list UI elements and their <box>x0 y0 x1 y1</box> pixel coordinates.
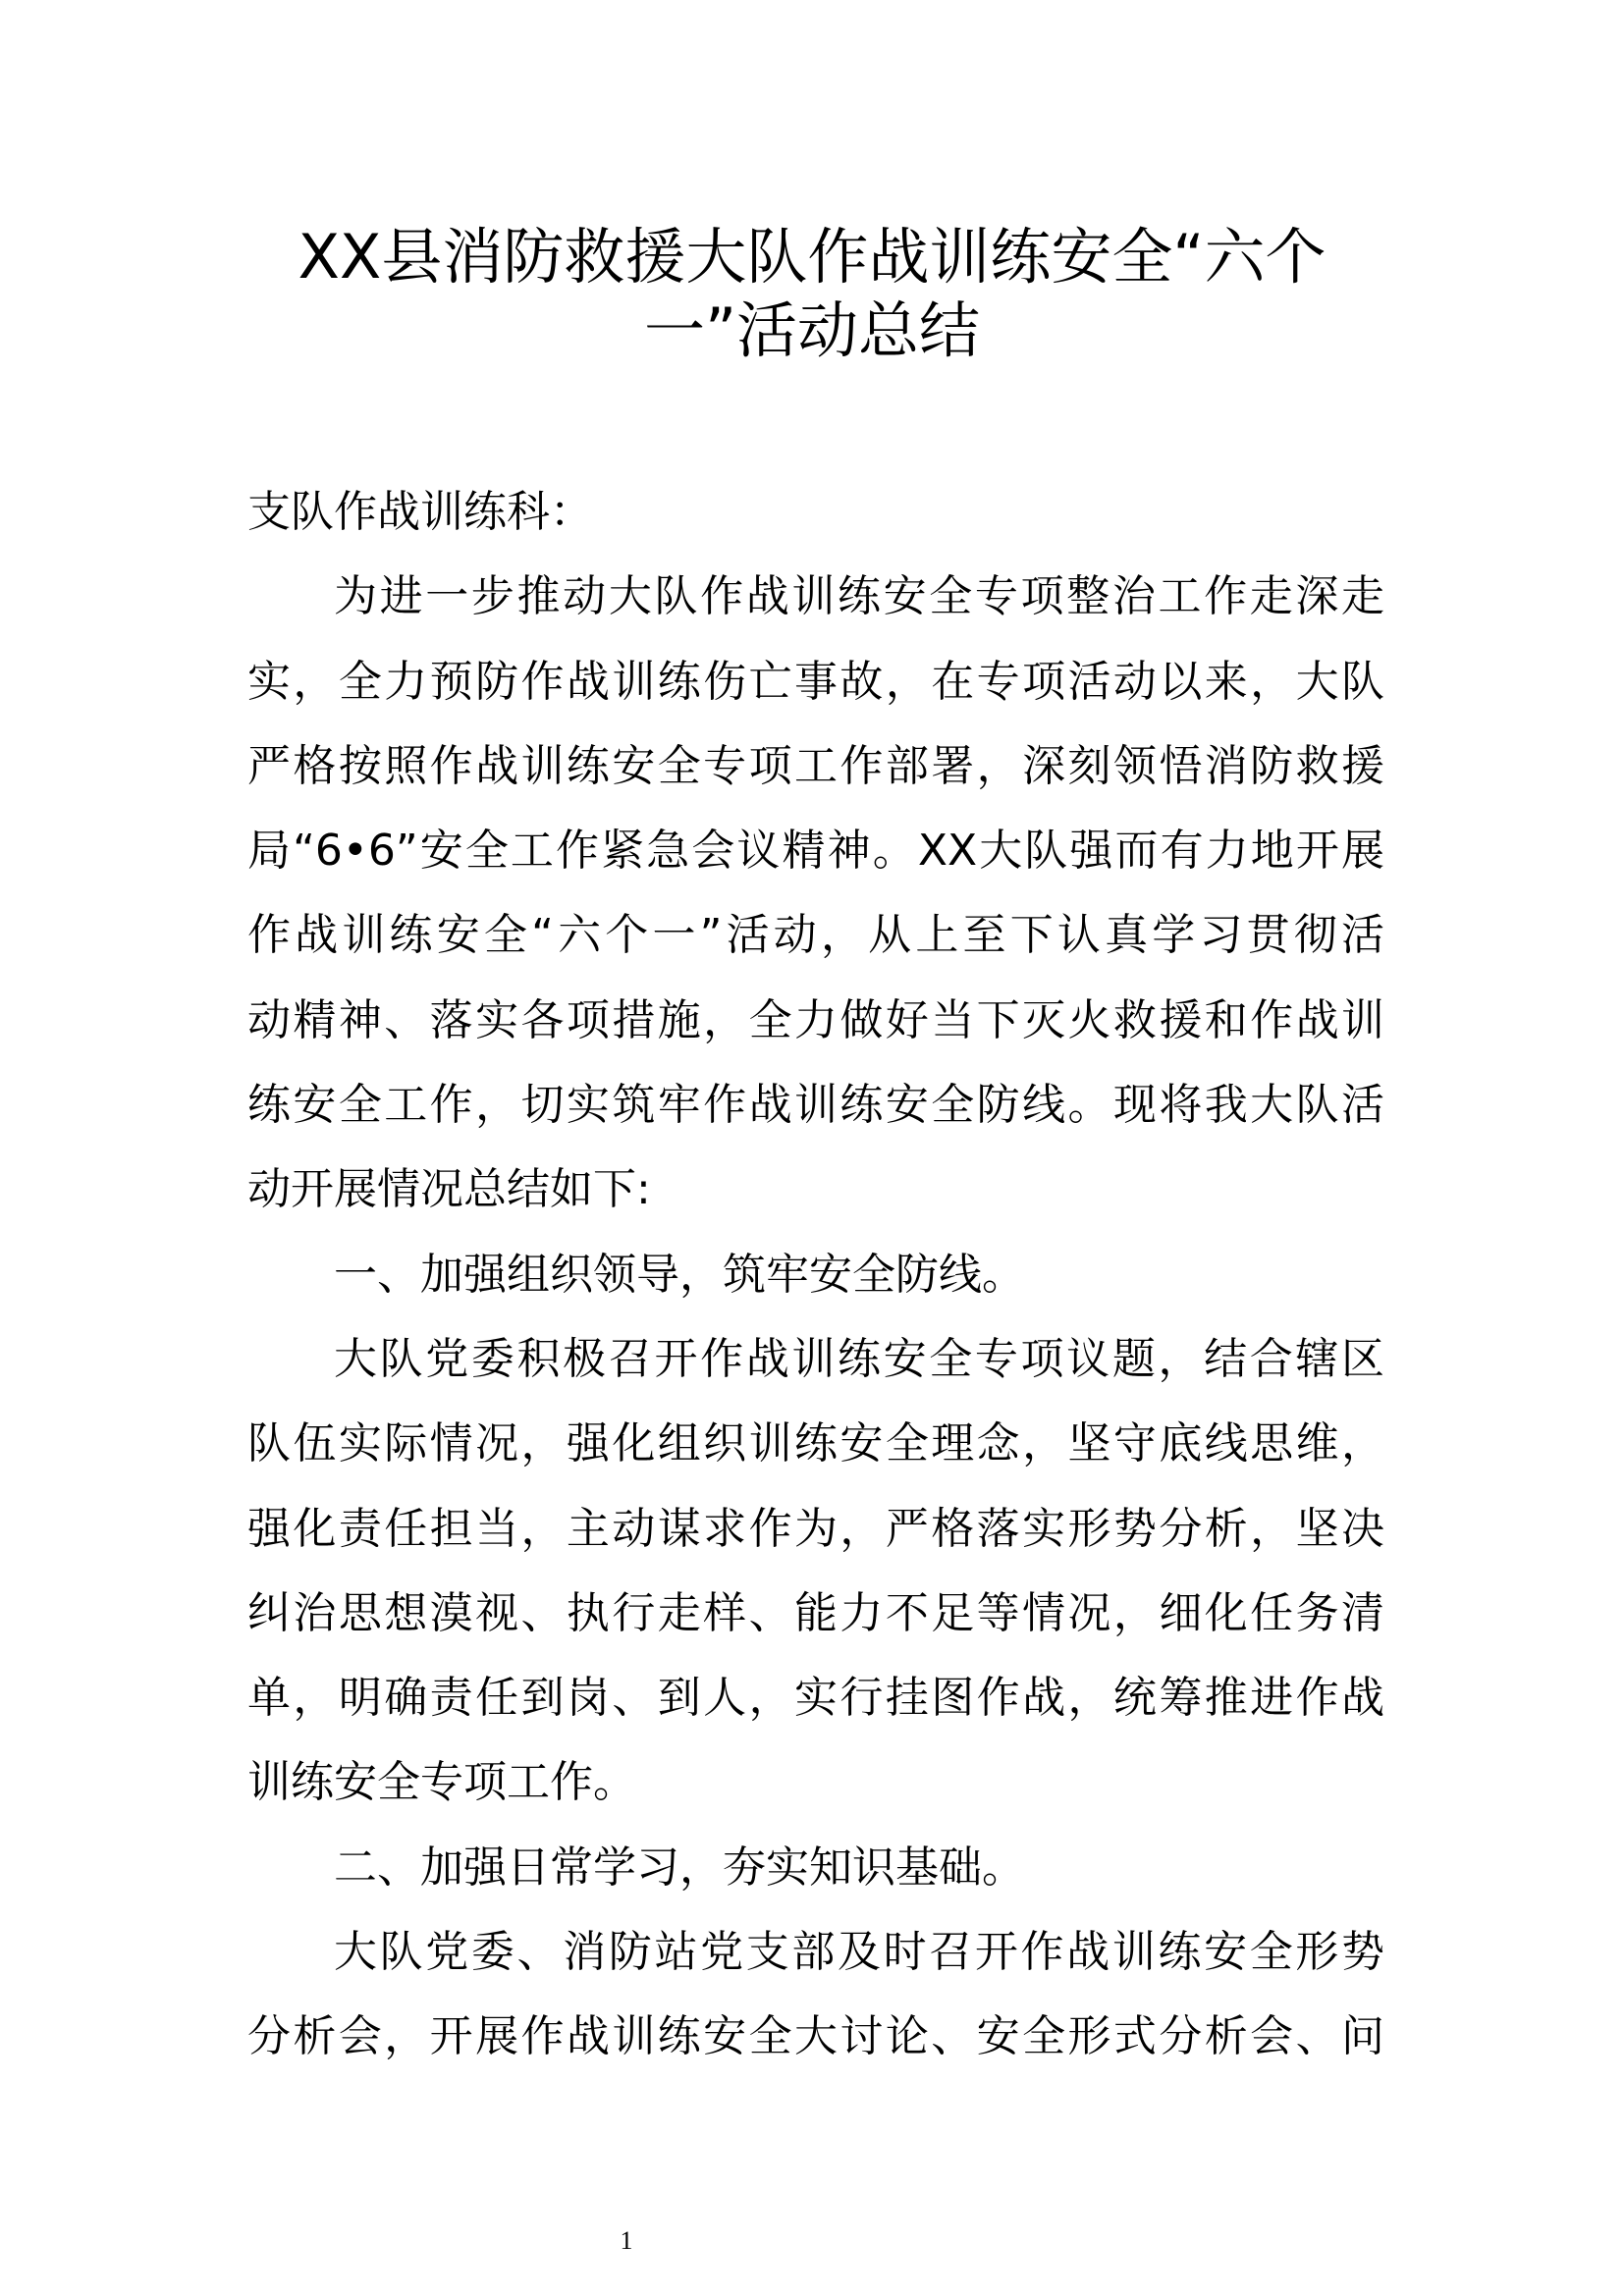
document-title-line-1: XX县消防救援大队作战训练安全“六个 <box>298 221 1326 293</box>
body-line: 为进一步推动大队作战训练安全专项整治工作走深走 <box>334 571 1384 622</box>
section-heading-2: 二、加强日常学习，夯实知识基础。 <box>334 1842 1025 1893</box>
body-line: 实，全力预防作战训练伤亡事故，在专项活动以来，大队 <box>247 656 1384 707</box>
document-body <box>247 470 1384 2080</box>
body-line: 强化责任担当，主动谋求作为，严格落实形势分析，坚决 <box>247 1503 1384 1554</box>
body-line: 纠治思想漠视、执行走样、能力不足等情况，细化任务清 <box>247 1587 1384 1638</box>
body-line: 大队党委积极召开作战训练安全专项议题，结合辖区 <box>334 1333 1384 1384</box>
body-line: 队伍实际情况，强化组织训练安全理念，坚守底线思维， <box>247 1418 1384 1469</box>
body-line: 严格按照作战训练安全专项工作部署，深刻领悟消防救援 <box>247 740 1384 791</box>
body-line: 动精神、落实各项措施，全力做好当下灭火救援和作战训 <box>247 994 1384 1045</box>
body-line: 大队党委、消防站党支部及时召开作战训练安全形势 <box>334 1927 1384 1978</box>
body-line: 单，明确责任到岗、到人，实行挂图作战，统筹推进作战 <box>247 1673 1384 1724</box>
page-number: 1 <box>620 2226 633 2255</box>
section-heading-1: 一、加强组织领导，筑牢安全防线。 <box>334 1249 1025 1300</box>
body-line: 作战训练安全“六个一”活动，从上至下认真学习贯彻活 <box>247 910 1384 961</box>
body-line: 动开展情况总结如下: <box>247 1164 651 1215</box>
body-line: 分析会，开展作战训练安全大讨论、安全形式分析会、问 <box>247 2011 1384 2062</box>
body-line: 局“6•6”安全工作紧急会议精神。XX大队强而有力地开展 <box>247 826 1384 877</box>
salutation: 支队作战训练科： <box>247 487 593 537</box>
body-line: 训练安全专项工作。 <box>247 1757 636 1808</box>
body-line: 练安全工作，切实筑牢作战训练安全防线。现将我大队活 <box>247 1080 1384 1131</box>
document-title-line-2: 一”活动总结 <box>643 294 981 366</box>
